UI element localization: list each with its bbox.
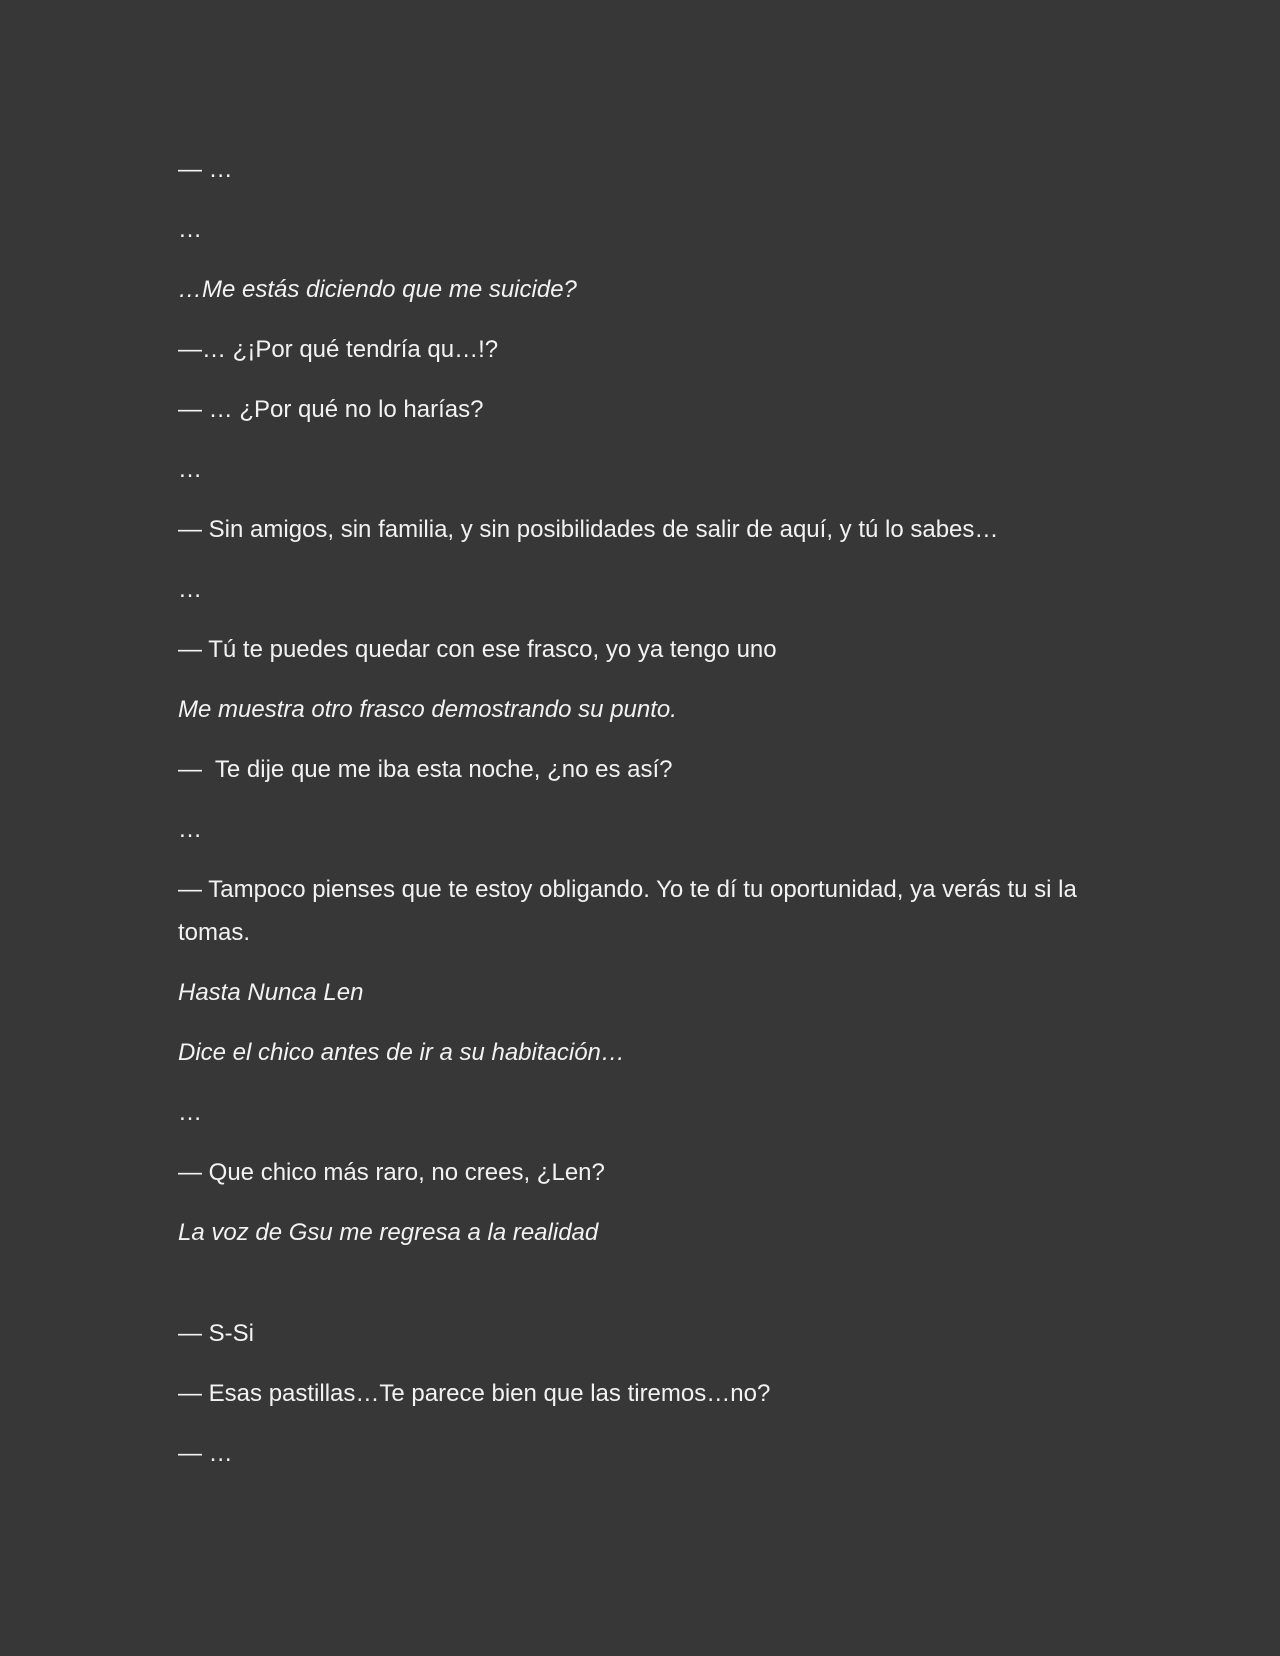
story-text xyxy=(178,148,1118,1492)
dialogue-line: — Tampoco pienses que te estoy obligando. Yo te dí tu oportunidad, ya verás tu si la tomas. xyxy=(178,876,1084,946)
dialogue-line: — … xyxy=(178,156,233,183)
ellipsis-line: … xyxy=(178,216,202,243)
dialogue-line: — … ¿Por qué no lo harías? xyxy=(178,396,484,423)
dialogue-line: — Esas pastillas…Te parece bien que las tiremos…no? xyxy=(178,1380,771,1407)
narration-line: Me muestra otro frasco demostrando su punto. xyxy=(178,696,677,723)
dialogue-line: — Sin amigos, sin familia, y sin posibilidades de salir de aquí, y tú lo sabes… xyxy=(178,516,999,543)
dialogue-line: —… ¿¡Por qué tendría qu…!? xyxy=(178,336,499,363)
narration-line: Dice el chico antes de ir a su habitación… xyxy=(178,1039,625,1066)
dialogue-line: — S-Si xyxy=(178,1320,255,1347)
narration-line: …Me estás diciendo que me suicide? xyxy=(178,276,577,303)
narration-line: Hasta Nunca Len xyxy=(178,979,364,1006)
dialogue-line: — Que chico más raro, no crees, ¿Len? xyxy=(178,1159,605,1186)
ellipsis-line: … xyxy=(178,576,202,603)
dialogue-line: — Te dije que me iba esta noche, ¿no es así? xyxy=(178,756,673,783)
dialogue-line: — … xyxy=(178,1440,233,1467)
dialogue-line: — Tú te puedes quedar con ese frasco, yo ya tengo uno xyxy=(178,636,777,663)
narration-line: La voz de Gsu me regresa a la realidad xyxy=(178,1219,599,1246)
ellipsis-line: … xyxy=(178,1099,202,1126)
ellipsis-line: … xyxy=(178,816,202,843)
ellipsis-line: … xyxy=(178,456,202,483)
